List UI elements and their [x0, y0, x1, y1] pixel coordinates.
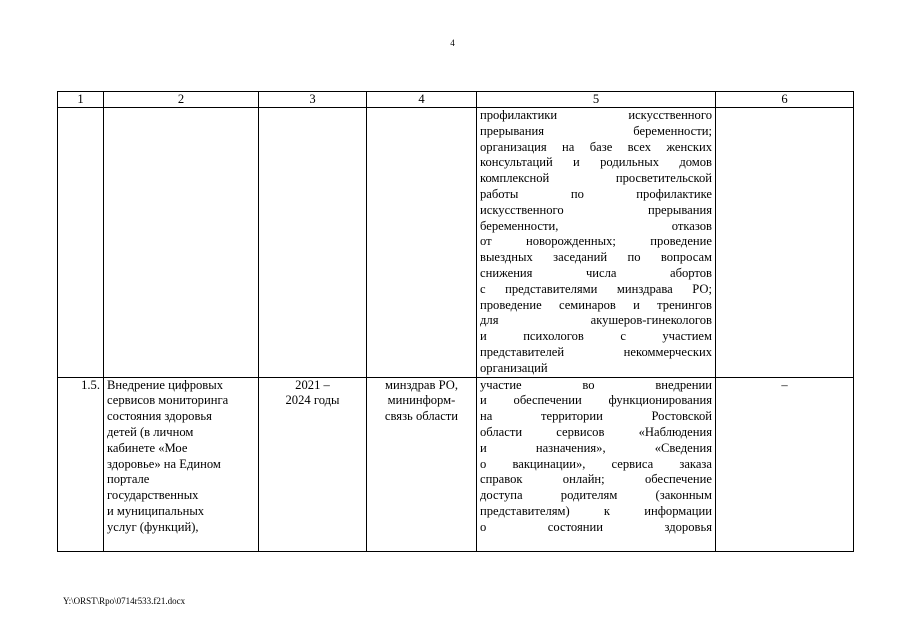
text-line: выездных заседаний по вопросам: [480, 250, 712, 265]
text-line: профилактики искусственного: [480, 108, 712, 122]
text-line: состояния здоровья: [107, 409, 212, 424]
text-line: государственных: [107, 488, 199, 503]
text-line: области сервисов «Наблюдения: [480, 424, 712, 439]
text-line: проведение семинаров и тренингов: [480, 297, 712, 312]
header-cell-5: 5: [477, 92, 716, 108]
text-line: и муниципальных: [107, 503, 205, 518]
text-line: 2021 –: [295, 377, 330, 392]
table-row-continuation: [58, 108, 854, 378]
text-line: организация на базе всех женских: [480, 139, 712, 154]
cell-measure-name: [104, 377, 259, 551]
header-cell-4: 4: [367, 92, 477, 108]
text-line: о состоянии здоровья: [480, 519, 712, 534]
cell-row-number: 1.5.: [58, 377, 104, 551]
header-cell-6: 6: [716, 92, 854, 108]
text-line: с представителями минздрава РО;: [480, 281, 712, 296]
text-line: мининформ-: [387, 393, 456, 408]
table-header-row: [58, 92, 854, 108]
header-cell-1: 1: [58, 92, 104, 108]
cell-term: [259, 377, 367, 551]
text-line: здоровье» на Едином: [107, 456, 221, 471]
text-line: комплексной просветительской: [480, 171, 712, 186]
text-line: связь области: [384, 409, 459, 424]
cell-num-empty: [58, 108, 104, 378]
text-line: прерывания беременности;: [480, 123, 712, 138]
text-line: 2024 годы: [285, 393, 340, 408]
text-line: организаций: [480, 360, 548, 375]
cell-executor-empty: [367, 108, 477, 378]
text-line: консультаций и родильных домов: [480, 155, 712, 170]
text-line: детей (в личном: [107, 424, 194, 439]
cell-note-empty: [716, 108, 854, 378]
table-row-1-5: [58, 377, 854, 551]
cell-description: [477, 377, 716, 551]
text-line: сервисов мониторинга: [107, 393, 229, 408]
text-line: портале: [107, 472, 150, 487]
text-line: работы по профилактике: [480, 186, 712, 201]
text-line: услуг (функций),: [107, 519, 199, 534]
text-line: доступа родителям (законным: [480, 488, 712, 503]
page-number: 4: [450, 38, 455, 48]
header-cell-3: 3: [259, 92, 367, 108]
text-line: справок онлайн; обеспечение: [480, 472, 712, 487]
text-line: и назначения», «Сведения: [480, 440, 712, 455]
text-line: участие во внедрении: [480, 377, 712, 392]
cell-executor: [367, 377, 477, 551]
text-line: и психологов с участием: [480, 329, 712, 344]
text-line: беременности, отказов: [480, 218, 712, 233]
text-line: для акушеров-гинекологов: [480, 313, 712, 328]
text-line: и обеспечении функционирования: [480, 393, 712, 408]
text-line: снижения числа абортов: [480, 265, 712, 280]
cell-name-empty: [104, 108, 259, 378]
text-line: от новорожденных; проведение: [480, 234, 712, 249]
cell-description-continuation: [477, 108, 716, 378]
cell-note: –: [716, 377, 854, 551]
header-cell-2: 2: [104, 92, 259, 108]
text-line: минздрав РО,: [385, 377, 458, 392]
document-table: [57, 91, 854, 552]
text-line: о вакцинации», сервиса заказа: [480, 456, 712, 471]
footer-file-path: Y:\ORST\Rpo\0714r533.f21.docx: [63, 596, 186, 606]
text-line: представителей некоммерческих: [480, 344, 712, 359]
text-line: на территории Ростовской: [480, 409, 712, 424]
text-line: кабинете «Мое: [107, 440, 188, 455]
text-line: представителям) к информации: [480, 503, 712, 518]
cell-term-empty: [259, 108, 367, 378]
text-line: искусственного прерывания: [480, 202, 712, 217]
text-line: Внедрение цифровых: [107, 377, 224, 392]
